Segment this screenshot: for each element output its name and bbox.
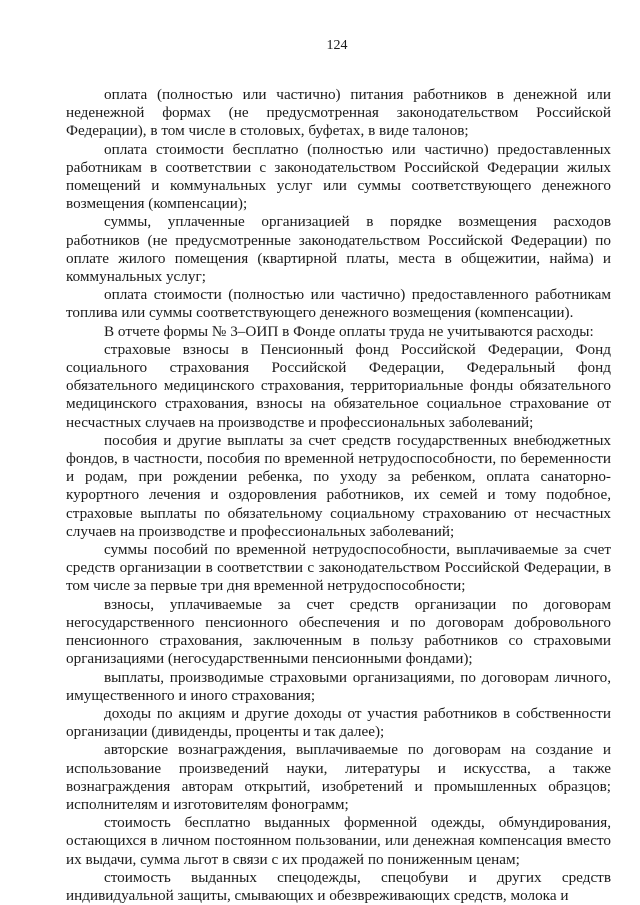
paragraph: доходы по акциям и другие доходы от участия работников в собственности организации (дивиденды, проценты и так далее); [66,704,611,741]
paragraph: суммы, уплаченные организацией в порядке возмещения расходов работников (не предусмотренные законодательством Российской Федерации) по оплате жилого помещения (квартирной платы, места в общежитии, найма) и коммунальных услуг; [66,213,611,286]
paragraph: авторские вознаграждения, выплачиваемые по договорам на создание и использование произведений науки, литературы и искусства, а также вознаграждения авторам открытий, изобретений и промышленных образцов; исполнителям и изготовителям фонограмм; [66,741,611,813]
paragraph: оплата (полностью или частично) питания работников в денежной или неденежной формах (не предусмотренная законодательством Российской Федерации), в том числе в столовых, буфетах, в виде талонов; [66,86,611,140]
paragraph: оплата стоимости (полностью или частично) предоставленного работникам топлива или суммы соответствующего денежного возмещения (компенсации). [66,286,611,322]
page-number: 124 [326,38,348,53]
paragraph: оплата стоимости бесплатно (полностью или частично) предоставленных работникам в соответствии с законодательством Российской Федерации жилых помещений и коммунальных услуг или суммы соответствующего денежного возмещения (компенсации); [66,140,611,213]
paragraph: стоимость выданных спецодежды, спецобуви и других средств индивидуальной защиты, смывающих и обезвреживающих средств, молока и [66,868,611,904]
paragraph: суммы пособий по временной нетрудоспособности, выплачиваемые за счет средств организации в соответствии с законодательством Российской Федерации, в том числе за первые три дня временной нетрудоспособности; [66,541,611,595]
body-text [66,86,611,905]
paragraph: В отчете формы № 3–ОИП в Фонде оплаты труда не учитываются расходы: [104,322,594,340]
paragraph: стоимость бесплатно выданных форменной одежды, обмундирования, остающихся в личном постоянном пользовании, или денежная компенсация вместо их выдачи, сумма льгот в связи с их продажей по пониженным ценам; [66,814,611,868]
paragraph: взносы, уплачиваемые за счет средств организации по договорам негосударственного пенсионного обеспечения и по договорам добровольного пенсионного страхования, заключенным в пользу работников со страховыми организациями (негосударственными пенсионными фондами); [66,595,611,668]
paragraph: пособия и другие выплаты за счет средств государственных внебюджетных фондов, в частности, пособия по временной нетрудоспособности, по беременности и родам, при рождении ребенка, по уходу за ребенком, оплата санаторно-курортного лечения и оздоровления работников, их семей и тому подобное, страховые выплаты по обязательному социальному страхованию от несчастных случаев на производстве и профессиональных заболеваний; [66,431,611,540]
paragraph: выплаты, производимые страховыми организациями, по договорам личного, имущественного и иного страхования; [66,668,611,704]
paragraph: страховые взносы в Пенсионный фонд Российской Федерации, Фонд социального страхования Российской Федерации, Федеральный фонд обязательного медицинского страхования, территориальные фонды обязательного медицинского страхования, взносы на обязательное социальное страхование от несчастных случаев на производстве и профессиональных заболеваний; [66,340,611,431]
